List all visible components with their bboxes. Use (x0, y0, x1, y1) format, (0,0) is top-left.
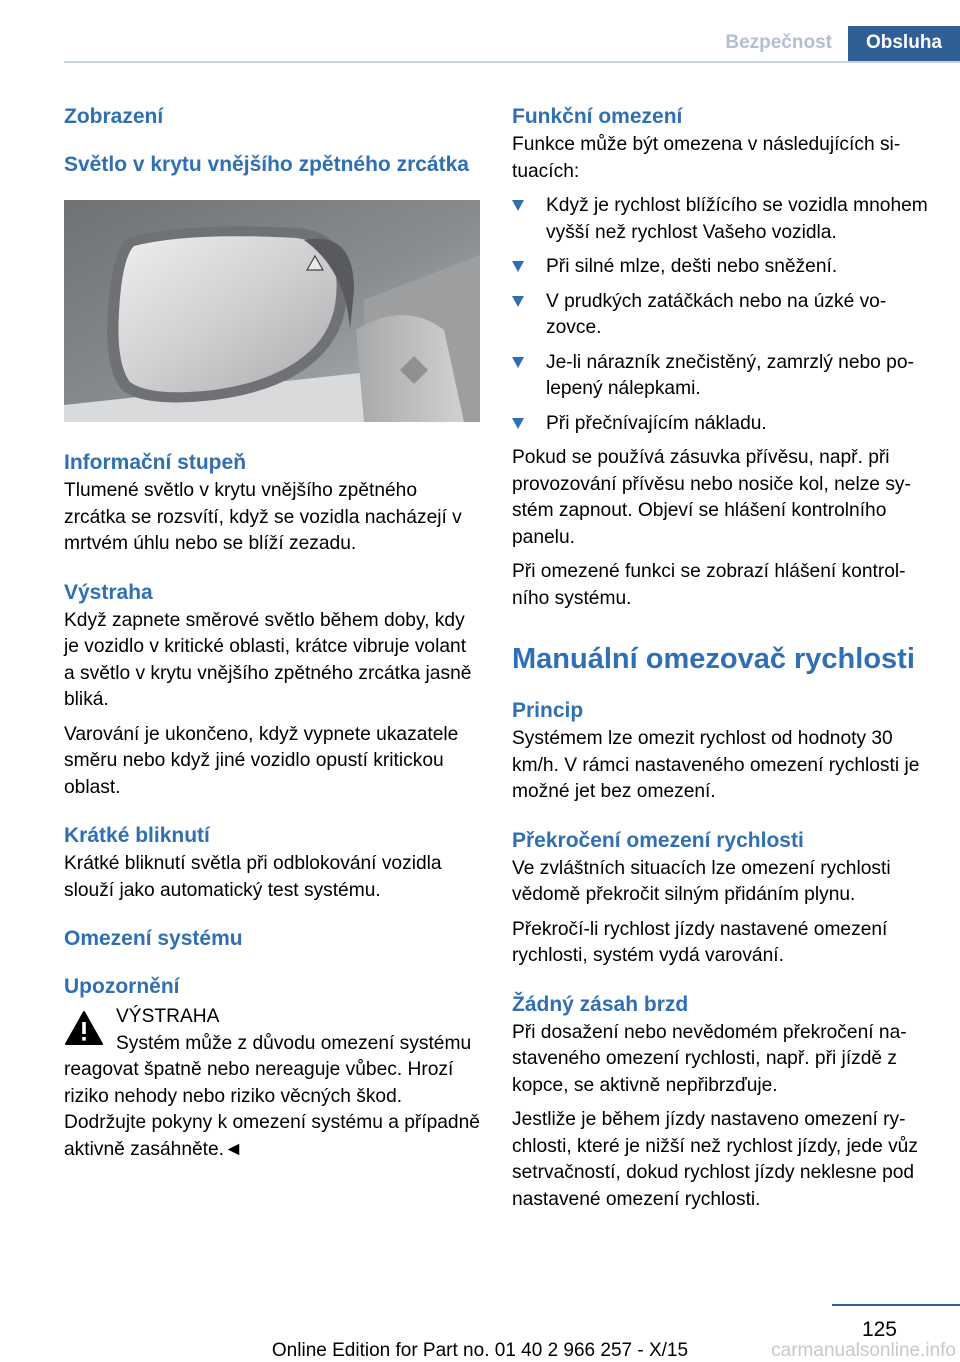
principle-title: Princip (512, 699, 584, 722)
speed-limiter-title: Manuální omezovač rychlosti (512, 643, 915, 675)
edition-line: Online Edition for Part no. 01 40 2 966 257 - X/15 (271, 1340, 689, 1361)
bullet-triangle-icon (512, 418, 524, 429)
header-rule (64, 61, 960, 63)
list-item: Při silné mlze, dešti nebo sněžení. (512, 254, 930, 281)
brake-title: Žádný zásah brzd (512, 992, 689, 1016)
warning-text-1: Když zapnete směrové světlo během doby, kdy je vozidlo v kritické oblasti, krátce vibruje volant a světlo v krytu vnějšího zpětného zrcátka jasně bliká. (64, 609, 472, 710)
limited-text: Při omezené funkci se zobrazí hlášení kontrolního systému. (512, 561, 906, 609)
tab-bezpecnost[interactable]: Bezpečnost (725, 32, 832, 53)
info-title: Informační stupeň (64, 451, 247, 474)
warning-text-2: Varování je ukončeno, když vypnete ukazatele směru nebo když jiné vozidlo opustí kritickou oblast. (64, 723, 459, 798)
limits-title: Omezení systému (64, 927, 243, 950)
blink-text: Krátké bliknutí světla při odblokování vozidla slouží jako automatický test systému. (64, 853, 442, 901)
info-text: Tlumené světlo v krytu vnějšího zpětného zrcátka se rozsvítí, když se vozidla nacházejí v mrtvém úhlu nebo se blíží zezadu. (64, 480, 462, 554)
brake-text-2: Jestliže je během jízdy nastaveno omezení rychlosti, které je nižší než rychlost jízdy, jede vůz setrvačností, dokud rychlost jízdy neklesne pod nastavené omezení rychlosti. (512, 1109, 918, 1210)
limit-list (512, 193, 930, 437)
tab-obsluha[interactable]: Obsluha (848, 26, 960, 62)
subsection-title: Světlo v krytu vnějšího zpětného zrcátka (64, 153, 469, 176)
func-intro: Funkce může být omezena v následujících situacích: (512, 134, 901, 182)
list-item: Když je rychlost blížícího se vozidla mnohem vyšší než rychlost Vašeho vozidla. (512, 193, 930, 246)
exceed-text-1: Ve zvláštních situacích lze omezení rychlosti vědomě překročit silným přidáním plynu. (512, 857, 891, 905)
blink-title: Krátké bliknutí (64, 824, 210, 847)
section-title: Zobrazení (64, 105, 164, 128)
trailer-text: Pokud se používá zásuvka přívěsu, např. při provozování přívěsu nebo nosiče kol, nelze systém zapnout. Objeví se hlášení kontrolního panelu. (512, 447, 911, 548)
left-column (64, 100, 482, 1163)
watermark: carmanualsonline.info (771, 1340, 956, 1361)
warning-title: Výstraha (64, 580, 153, 604)
bullet-triangle-icon (512, 357, 524, 368)
exceed-title: Překročení omezení rychlosti (512, 828, 804, 852)
bullet-triangle-icon (512, 200, 524, 211)
bullet-triangle-icon (512, 296, 524, 307)
warning-triangle-icon (64, 1010, 104, 1046)
page-number: 125 (861, 1318, 897, 1341)
mirror-illustration (64, 200, 480, 422)
notice-text: Systém může z důvodu omezení systému reagovat špatně nebo nereaguje vůbec. Hrozí riziko nehody nebo riziko věcných škod. Dodržujte pokyny k omezení systému a případně aktivně zasáhněte.◄ (64, 1032, 480, 1160)
list-item: Při přečnívajícím nákladu. (512, 411, 930, 438)
footer-rule (832, 1304, 960, 1306)
list-item: V prudkých zatáčkách nebo na úzké vozovce. (512, 289, 930, 342)
bullet-triangle-icon (512, 261, 524, 272)
exceed-text-2: Překročí-li rychlost jízdy nastavené omezení rychlosti, systém vydá varování. (512, 918, 888, 966)
header-tabs (709, 26, 960, 62)
list-item: Je-li nárazník znečistěný, zamrzlý nebo polepený nálepkami. (512, 350, 930, 403)
func-title: Funkční omezení (512, 105, 683, 128)
brake-text-1: Při dosažení nebo nevědomém překročení nastaveného omezení rychlosti, např. při jízdě z kopce, se aktivně nepřibrzďuje. (512, 1021, 907, 1096)
notice-title: Upozornění (64, 975, 180, 998)
notice-label: VÝSTRAHA (116, 1006, 220, 1027)
right-column (512, 100, 930, 1221)
principle-text: Systémem lze omezit rychlost od hodnoty 30 km/h. V rámci nastaveného omezení rychlosti je možné jet bez omezení. (512, 728, 920, 802)
warning-box (64, 1004, 482, 1163)
